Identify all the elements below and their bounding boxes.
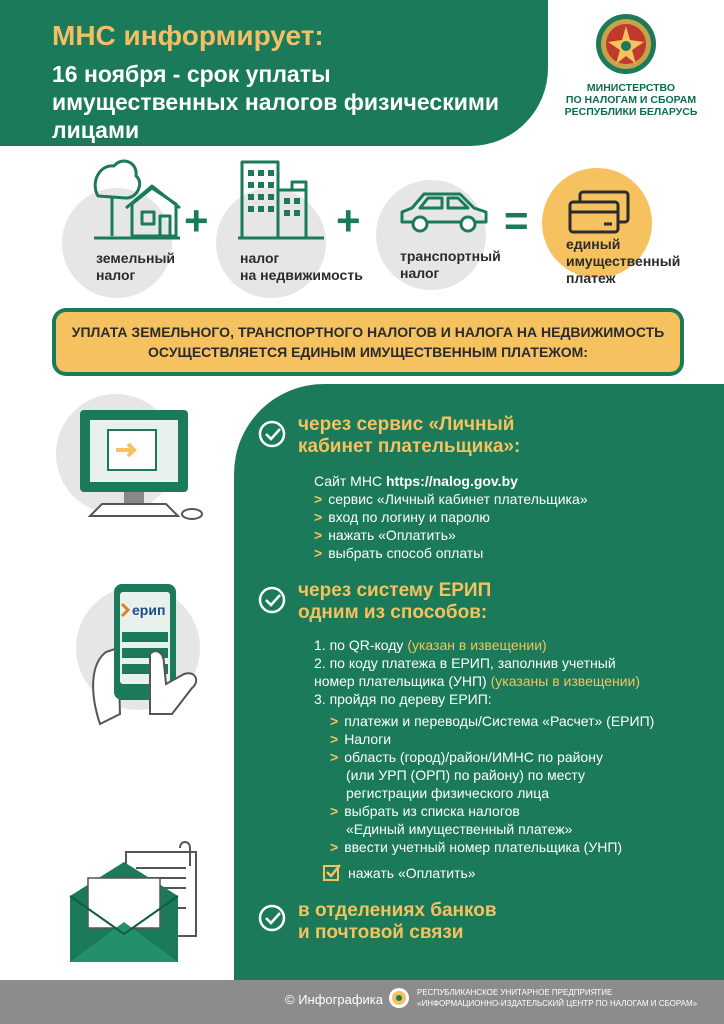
ministry-name: МИНИСТЕРСТВО ПО НАЛОГАМ И СБОРАМ РЕСПУБЛИКИ БЕЛАРУСЬ xyxy=(564,82,698,118)
erip-tree: > платежи и переводы/Система «Расчет» (ЕРИП) > Налоги > область (город)/район/ИМНС по району (или УРП (ОРП) по району) по месту регистрации физического лица > выбрать из списка налогов «Единый имущественный платеж» > ввести учетный номер плательщика (УНП) xyxy=(330,713,655,855)
envelope-document-icon xyxy=(60,838,220,968)
transport-tax-label: транспортный налог xyxy=(400,248,501,281)
equals-sign: = xyxy=(504,197,529,244)
check-circle-icon xyxy=(258,586,286,614)
check-circle-icon xyxy=(258,904,286,932)
list-item: > выбрать способ оплаты xyxy=(314,545,484,561)
list-item: > вход по логину и паролю xyxy=(314,509,490,525)
erip-pay-step: нажать «Оплатить» xyxy=(348,865,476,881)
phone-hand-icon xyxy=(60,574,230,734)
cabinet-site-line: Сайт МНС https://nalog.gov.by xyxy=(314,473,518,489)
computer-icon xyxy=(54,392,224,532)
plus-sign-2: + xyxy=(336,197,361,244)
building-icon xyxy=(236,156,326,242)
footer-publisher: РЕСПУБЛИКАНСКОЕ УНИТАРНОЕ ПРЕДПРИЯТИЕ «ИНФОРМАЦИОННО-ИЗДАТЕЛЬСКИЙ ЦЕНТР ПО НАЛОГАМ И СБОРАМ» xyxy=(417,988,698,1008)
publisher-logo-icon xyxy=(388,987,410,1009)
check-circle-icon xyxy=(258,420,286,448)
cabinet-section-title: через сервис «Личный кабинет плательщика»: xyxy=(298,414,521,457)
cabinet-steps xyxy=(314,490,588,562)
single-payment-label: единый имущественный платеж xyxy=(566,236,681,286)
list-item: > ввести учетный номер плательщика (УНП) xyxy=(330,839,623,855)
list-item: > сервис «Личный кабинет плательщика» xyxy=(314,491,588,507)
card-icon xyxy=(566,190,632,236)
footer-copyright: © Инфографика xyxy=(285,992,384,1007)
page-title: МНС информирует: xyxy=(52,20,324,51)
list-item: > выбрать из списка налогов xyxy=(330,803,520,819)
banks-section-title: в отделениях банков и почтовой связи xyxy=(298,900,497,943)
car-icon xyxy=(398,188,490,236)
page-subtitle: 16 ноября - срок уплаты имущественных налогов физическими лицами xyxy=(52,61,499,143)
list-item: > Налоги xyxy=(330,731,392,747)
nalog-site-link[interactable]: https://nalog.gov.by xyxy=(385,473,518,489)
ministry-emblem-icon xyxy=(594,12,658,76)
erip-ways: 1. по QR-коду (указан в извещении) 2. по коду платежа в ЕРИП, заполнив учетный номер плательщика (УНП) (указаны в извещении) 3. пройдя по дереву ЕРИП: xyxy=(314,637,641,707)
notice-banner-text: УПЛАТА ЗЕМЕЛЬНОГО, ТРАНСПОРТНОГО НАЛОГОВ И НАЛОГА НА НЕДВИЖИМОСТЬ ОСУЩЕСТВЛЯЕТСЯ ЕДИНЫМ ИМУЩЕСТВЕННЫМ ПЛАТЕЖОМ: xyxy=(71,324,665,360)
list-item: > платежи и переводы/Система «Расчет» (ЕРИП) xyxy=(330,713,655,729)
house-icon xyxy=(92,156,182,242)
plus-sign: + xyxy=(184,197,209,244)
checkbox-checked-icon xyxy=(322,862,342,882)
list-item: > нажать «Оплатить» xyxy=(314,527,456,543)
list-item: > область (город)/район/ИМНС по району xyxy=(330,749,603,765)
land-tax-label: земельный налог xyxy=(96,250,176,283)
erip-section-title: через систему ЕРИП одним из способов: xyxy=(298,580,492,623)
property-tax-label: налог на недвижимость xyxy=(240,250,363,283)
erip-app-label: ерип xyxy=(132,602,166,618)
